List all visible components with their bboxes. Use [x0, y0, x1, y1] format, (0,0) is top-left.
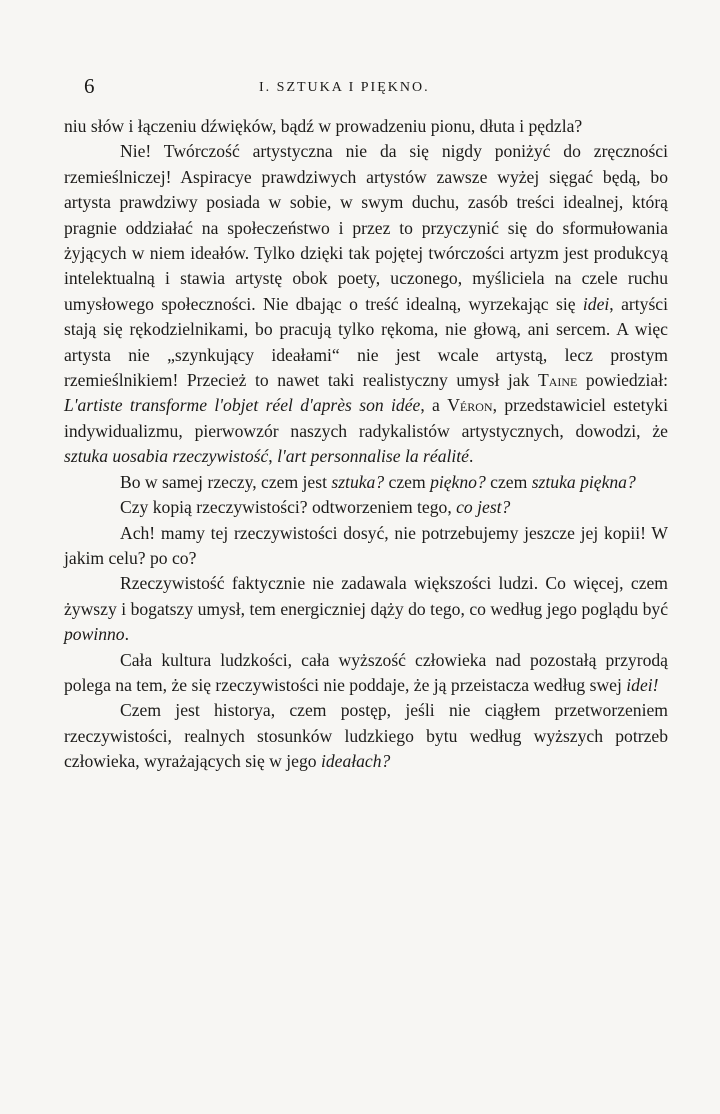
emphasis-text: co jest? — [456, 497, 511, 518]
paragraph-4 — [64, 495, 668, 520]
emphasis-text: powinno — [64, 624, 125, 645]
running-head: I. SZTUKA I PIĘKNO. — [259, 80, 430, 95]
paragraph-text: Ach! mamy tej rzeczywistości dosyć, nie potrzebujemy jeszcze jej kopii! W jakim celu? po co? — [64, 522, 668, 568]
emphasis-text: sztuka piękna? — [531, 471, 636, 492]
paragraph-text: , artyści stają się rękodzielnikami, bo pracują tylko rękoma, nie głową, ani sercem. A więc artysta nie „szynkujący ideałami“ nie jest wcale artystą, lecz prostym rzemieślnikiem! Przecież to nawet taki realistyczny umysł jak — [64, 293, 668, 391]
author-name-veron: Véron — [447, 395, 493, 416]
paragraph-text: , a — [420, 395, 448, 416]
paragraph-1 — [64, 114, 668, 139]
paragraph-6 — [64, 571, 668, 647]
author-name-taine: Taine — [537, 370, 578, 391]
body-text — [64, 114, 668, 775]
emphasis-text: ideałach? — [320, 751, 391, 772]
paragraph-text: Czem jest historya, czem postęp, jeśli nie ciągłem przetworzeniem rzeczywistości, realnych stosunków ludzkiego bytu według wyższych potrzeb człowieka, wyrażających się w jego — [64, 700, 668, 772]
emphasis-text: idei — [582, 293, 610, 314]
french-quote-veron: l'art personnalise la réalité — [277, 446, 469, 467]
paragraph-text: niu słów i łączeniu dźwięków, bądź w prowadzeniu pionu, dłuta i pędzla? — [64, 116, 583, 136]
emphasis-text: idei! — [626, 674, 659, 695]
paragraph-text: czem — [384, 471, 431, 492]
emphasis-text: sztuka? — [331, 471, 385, 492]
paragraph-text: , — [268, 446, 278, 467]
emphasis-text: sztuka uosabia rzeczywistość — [64, 446, 269, 467]
paragraph-text: Bo w samej rzeczy, czem jest — [120, 471, 332, 492]
paragraph-text: Rzeczywistość faktycznie nie zadawala większości ludzi. Co więcej, czem żywszy i bogatszy umysł, tem energiczniej dąży do tego, co według jego poglądu być — [64, 573, 668, 619]
paragraph-text: Cała kultura ludzkości, cała wyższość człowieka nad pozostałą przyrodą polega na tem, że się rzeczywistości nie poddaje, że ją przeistacza według swej — [64, 649, 668, 695]
paragraph-text: Nie! Twórczość artystyczna nie da się nigdy poniżyć do zręczności rzemieślniczej! Aspiracye prawdziwych artystów zawsze wyżej sięgać będą, bo artysta prawdziwy posiada w sobie, w swym duchu, zasób treści idealnej, którą pragnie oddziałać na społeczeństwo i przez to przyczynić się do sformułowania żyjących w niem ideałów. Tylko dzięki tak pojętej twórczości artyzm jest produkcyą intelektualną i stawia artystę obok poety, uczonego, myśliciela na czele ruchu umysłowego społeczności. Nie dbając o treść idealną, wyrzekając się — [64, 141, 668, 314]
paragraph-text: . — [469, 446, 474, 467]
paragraph-text: czem — [485, 471, 532, 492]
paragraph-7 — [64, 648, 668, 699]
paragraph-text: Czy kopią rzeczywistości? odtworzeniem tego, — [120, 497, 457, 518]
paragraph-8 — [64, 698, 668, 774]
emphasis-text: piękno? — [430, 471, 486, 492]
paragraph-2 — [64, 139, 668, 469]
page-header — [84, 74, 670, 104]
paragraph-text: , przedstawiciel estetyki indywidualizmu, pierwowzór naszych radykalistów artystycznych, dowodzi, że — [64, 395, 668, 441]
page-number: 6 — [84, 74, 95, 98]
paragraph-5 — [64, 521, 668, 572]
paragraph-text: . — [124, 624, 130, 645]
french-quote-taine: L'artiste transforme l'objet réel d'après son idée — [64, 395, 421, 416]
paragraph-text: powiedział: — [577, 370, 668, 391]
paragraph-3 — [64, 470, 668, 495]
